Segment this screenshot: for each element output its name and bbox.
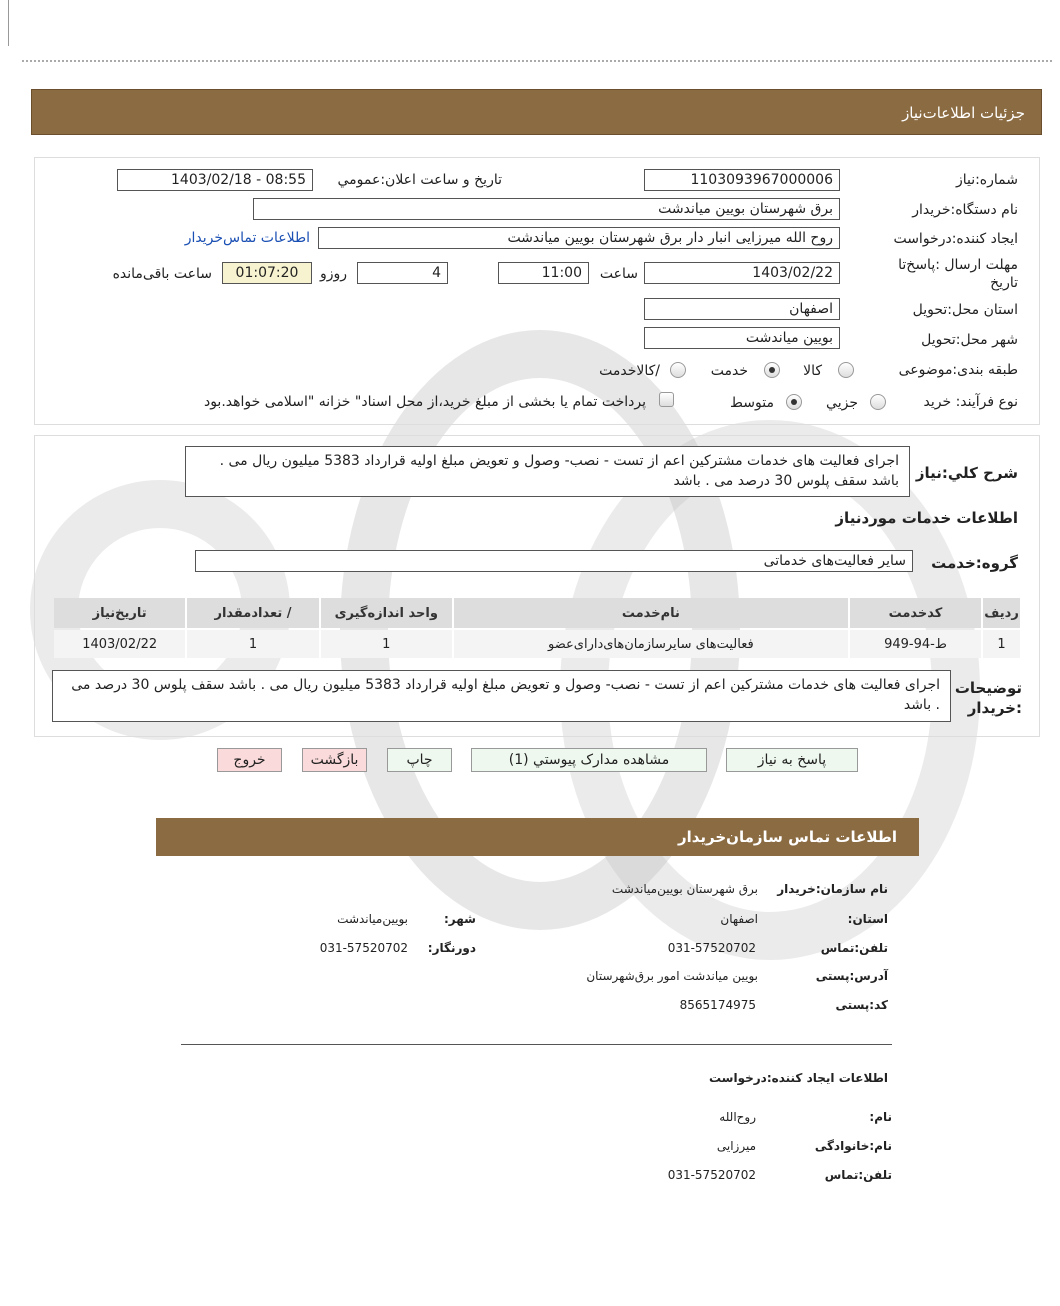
city-field: بویین میاندشت <box>644 327 840 349</box>
col-need-date: تاریخ‌نیاز <box>54 598 185 628</box>
contact-province-label: استان: <box>847 912 888 926</box>
col-row: ردیف <box>983 598 1020 628</box>
cell-quantity: 1 <box>187 630 318 658</box>
cell-service-name: فعالیت‌های سایرسازمان‌های‌دارای‌عضو <box>454 630 848 658</box>
cell-row: 1 <box>983 630 1020 658</box>
creator-phone-value: 031-57520702 <box>667 1168 756 1182</box>
remaining-time-field: 01:07:20 <box>222 262 312 284</box>
need-number-field: 1103093967000006 <box>644 169 840 191</box>
buyer-notes-label: توضیحات :خریدار <box>954 679 1022 717</box>
print-button[interactable]: چاپ <box>387 748 452 772</box>
deadline-time-label: ساعت <box>599 266 638 282</box>
process-label: نوع فرآیند: خرید <box>923 394 1018 410</box>
treasury-payment-checkbox[interactable] <box>659 392 674 407</box>
col-service-name: نام‌خدمت <box>454 598 848 628</box>
col-service-code: کدخدمت <box>850 598 981 628</box>
announce-label: تاریخ و ساعت اعلان:عمومي <box>337 172 502 188</box>
city-label: شهر محل:تحویل <box>921 332 1018 348</box>
contact-city-label: شهر: <box>444 912 476 926</box>
summary-text: اجرای فعالیت های خدمات مشترکین اعم از تست - نصب- وصول و تعویض مبلغ اولیه قرارداد 5383 میلیون ریال می . باشد سقف پلوس 30 درصد می . باشد <box>185 446 910 497</box>
contact-city-value: بویین‌میاندشت <box>337 912 408 926</box>
cell-need-date: 1403/02/22 <box>54 630 185 658</box>
province-label: استان محل:تحویل <box>912 302 1018 318</box>
contact-fax-label: دورنگار: <box>427 941 476 955</box>
back-button[interactable]: بازگشت <box>302 748 367 772</box>
creator-family-label: نام:خانوادگی <box>814 1139 892 1153</box>
page-title: جزئیات اطلاعات‌نیاز <box>902 104 1025 122</box>
category-radio-goods-service[interactable] <box>670 362 686 378</box>
creator-phone-label: تلفن:تماس <box>824 1168 892 1182</box>
contact-header <box>156 818 919 856</box>
buyer-org-label: نام دستگاه:خریدار <box>912 202 1018 218</box>
treasury-payment-note: پرداخت تمام یا بخشی از مبلغ خرید،از محل اسناد" خزانه "اسلامی خواهد.بود <box>203 394 646 410</box>
category-service-label: خدمت <box>710 363 748 379</box>
service-group-label: گروه:خدمت <box>931 554 1018 572</box>
table-row <box>54 630 1020 658</box>
announce-field: 1403/02/18 - 08:55 <box>117 169 313 191</box>
page-left-border <box>8 0 9 46</box>
contact-divider <box>181 1044 892 1045</box>
buyer-org-field: برق شهرستان بویین میاندشت <box>253 198 840 220</box>
contact-address-value: بویین میاندشت امور برق‌شهرستان <box>586 969 758 983</box>
reply-button[interactable]: پاسخ به نیاز <box>726 748 858 772</box>
process-radio-minor[interactable] <box>870 394 886 410</box>
exit-button[interactable]: خروج <box>217 748 282 772</box>
contact-phone-value: 031-57520702 <box>667 941 756 955</box>
remaining-label: ساعت باقی‌مانده <box>112 266 212 282</box>
category-radio-goods[interactable] <box>838 362 854 378</box>
process-minor-label: جزیي <box>826 395 858 411</box>
category-radio-service[interactable] <box>764 362 780 378</box>
creator-name-label: نام: <box>869 1110 892 1124</box>
page-header <box>31 89 1042 135</box>
creator-name-value: روح‌الله <box>719 1110 756 1124</box>
top-divider <box>22 60 1052 62</box>
summary-label: شرح کلي:نیاز <box>915 464 1018 482</box>
col-quantity: / تعدادمقدار <box>187 598 318 628</box>
services-title: اطلاعات خدمات موردنیاز <box>835 509 1018 527</box>
services-table-wrap <box>52 596 1022 660</box>
buyer-notes-text: اجرای فعالیت های خدمات مشترکین اعم از تست - نصب- وصول و تعویض مبلغ اولیه قرارداد 5383 میلیون ریال می . باشد سقف پلوس 30 درصد می . باشد <box>52 670 951 722</box>
contact-title: اطلاعات تماس سازمان‌خریدار <box>677 828 897 846</box>
contact-postal-label: کد:پستی <box>835 998 888 1012</box>
buyer-contact-link[interactable]: اطلاعات تماس‌خریدار <box>184 230 310 246</box>
category-goods-service-label: /کالاخدمت <box>599 363 660 379</box>
days-label: روزو <box>319 266 347 282</box>
need-number-label: شماره:نیاز <box>955 172 1018 188</box>
process-medium-label: متوسط <box>730 395 774 411</box>
category-label: طبقه بندی:موضوعی <box>898 362 1018 378</box>
view-attachments-button[interactable]: مشاهده مدارک پیوستي (1) <box>471 748 707 772</box>
contact-org-value: برق شهرستان بویین‌میاندشت <box>611 882 758 896</box>
services-table <box>52 596 1022 660</box>
contact-org-label: نام سازمان:خریدار <box>777 882 888 896</box>
service-group-field: سایر فعالیت‌های خدماتی <box>195 550 913 572</box>
contact-fax-value: 031-57520702 <box>319 941 408 955</box>
creator-label: ایجاد کننده:درخواست <box>893 231 1018 247</box>
creator-family-value: میرزایی <box>716 1139 756 1153</box>
cell-service-code: ط-94-949 <box>850 630 981 658</box>
contact-postal-value: 8565174975 <box>679 998 756 1012</box>
creator-section-title: اطلاعات ایجاد کننده:درخواست <box>708 1071 888 1085</box>
table-header-row <box>54 598 1020 628</box>
contact-province-value: اصفهان <box>720 912 758 926</box>
category-goods-label: کالا <box>803 363 822 379</box>
contact-phone-label: تلفن:تماس <box>820 941 888 955</box>
deadline-date-field: 1403/02/22 <box>644 262 840 284</box>
creator-field: روح الله میرزایی انبار دار برق شهرستان بویین میاندشت <box>318 227 840 249</box>
contact-address-label: آدرس:پستی <box>815 969 888 983</box>
deadline-label: مهلت ارسال :پاسخ‌تا تاریخ <box>898 257 1018 291</box>
process-radio-medium[interactable] <box>786 394 802 410</box>
cell-unit: 1 <box>321 630 452 658</box>
days-field: 4 <box>357 262 448 284</box>
deadline-time-field: 11:00 <box>498 262 589 284</box>
province-field: اصفهان <box>644 298 840 320</box>
col-unit: واحد اندازه‌گیری <box>321 598 452 628</box>
